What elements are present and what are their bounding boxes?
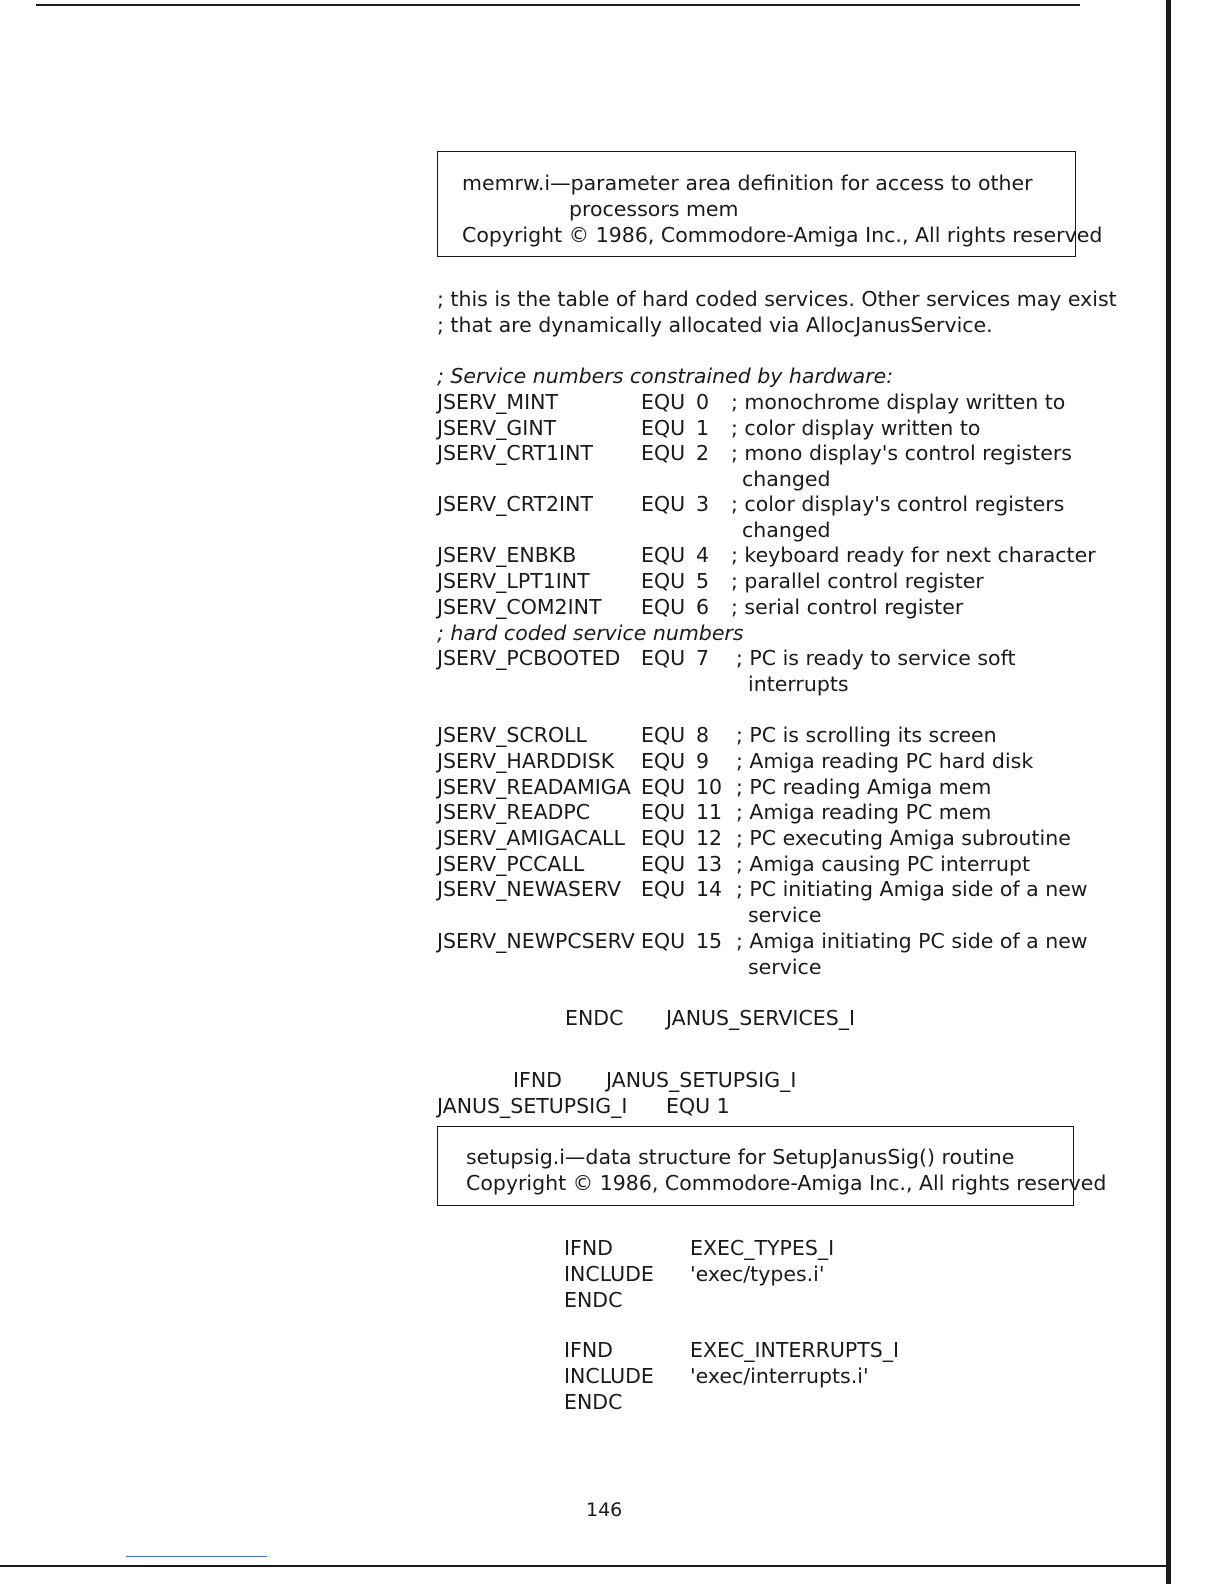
equ-name: JANUS_SETUPSIG_I <box>437 1094 628 1118</box>
include-keyword: INCLUDE <box>564 1364 654 1388</box>
ifnd-arg: JANUS_SETUPSIG_I <box>606 1068 797 1092</box>
endc-keyword: ENDC <box>565 1006 624 1030</box>
hc-comment: ; hard coded service numbers <box>437 621 744 645</box>
header-line-3: Copyright © 1986, Commodore-Amiga Inc., All rights reserved <box>462 223 1103 247</box>
header-line-2: processors mem <box>569 197 739 221</box>
equ-value: EQU 1 <box>666 1094 730 1118</box>
endc-arg: JANUS_SERVICES_I <box>666 1006 856 1030</box>
include-keyword: IFND <box>564 1338 613 1362</box>
hw-comment: ; Service numbers constrained by hardware: <box>437 364 894 388</box>
top-rule <box>36 4 1080 6</box>
include-keyword: INCLUDE <box>564 1262 654 1286</box>
header-line-1: memrw.i—parameter area definition for access to other <box>462 171 1033 195</box>
page-number: 146 <box>586 1499 623 1521</box>
right-edge-rule <box>1166 0 1171 1584</box>
include-keyword: IFND <box>564 1236 613 1260</box>
include-arg: EXEC_INTERRUPTS_I <box>690 1338 900 1362</box>
include-arg: 'exec/interrupts.i' <box>690 1364 869 1388</box>
setupsig-line-1: setupsig.i—data structure for SetupJanusSig() routine <box>466 1145 1015 1169</box>
include-arg: EXEC_TYPES_I <box>690 1236 835 1260</box>
include-arg: 'exec/types.i' <box>690 1262 825 1286</box>
include-keyword: ENDC <box>564 1288 623 1312</box>
ifnd-keyword: IFND <box>513 1068 562 1092</box>
include-keyword: ENDC <box>564 1390 623 1414</box>
intro-line-2: ; that are dynamically allocated via AllocJanusService. <box>437 313 993 337</box>
blue-underline <box>126 1556 267 1557</box>
intro-line-1: ; this is the table of hard coded services. Other services may exist <box>437 287 1117 311</box>
bottom-rule <box>0 1565 1166 1567</box>
setupsig-line-2: Copyright © 1986, Commodore-Amiga Inc., All rights reserved <box>466 1171 1107 1195</box>
